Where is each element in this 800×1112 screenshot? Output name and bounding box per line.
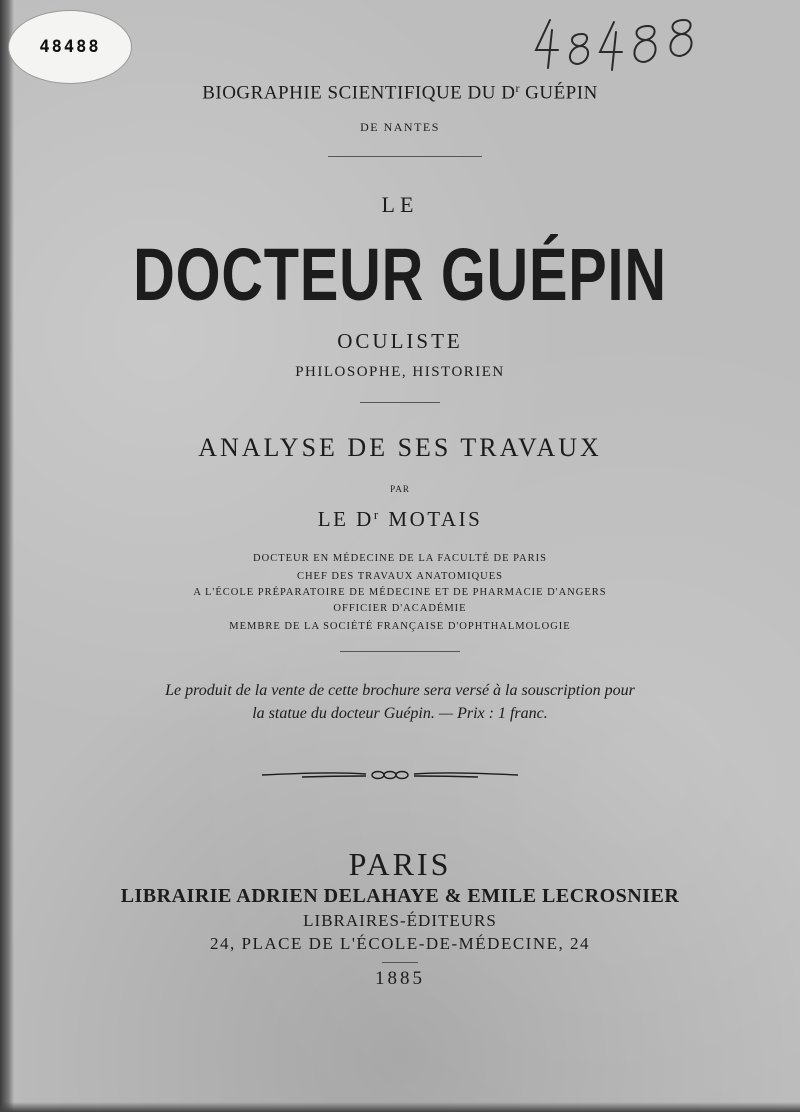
publication-year: 1885 (375, 968, 425, 989)
profession: OCULISTE (337, 329, 463, 353)
handwritten-number (528, 12, 698, 72)
author-credential: A L'ÉCOLE PRÉPARATOIRE DE MÉDECINE ET DE PHARMACIE D'ANGERS (193, 587, 607, 598)
author-credential: MEMBRE DE LA SOCIÉTÉ FRANÇAISE D'OPHTHALMOLOGIE (229, 621, 571, 632)
by-label: PAR (390, 484, 410, 494)
title-article: LE (381, 192, 419, 217)
divider (328, 156, 482, 157)
subtitle: ANALYSE DE SES TRAVAUX (198, 433, 602, 462)
page-title: DOCTEUR GUÉPIN (133, 233, 667, 316)
author-credential: CHEF DES TRAVAUX ANATOMIQUES (296, 571, 504, 582)
author-credential: OFFICIER D'ACADÉMIE (333, 603, 467, 614)
series-location: DE NANTES (360, 120, 440, 134)
author-credential: DOCTEUR EN MÉDECINE DE LA FACULTÉ DE PARIS (253, 553, 547, 564)
ornament-divider (262, 767, 518, 783)
publisher-address: 24, PLACE DE L'ÉCOLE-DE-MÉDECINE, 24 (209, 934, 591, 953)
author-name: LE $D^r$ MOTAIS (317, 507, 483, 532)
stamp-number: 48488 (39, 37, 101, 57)
library-stamp (8, 10, 132, 84)
sale-note-price: la statue du docteur Guépin. — Prix : 1 franc. (252, 705, 548, 722)
publisher-role: LIBRAIRES-ÉDITEURS (303, 911, 497, 930)
publisher: LIBRAIRIE ADRIEN DELAHAYE & EMILE LECROSNIER (120, 885, 680, 907)
divider (360, 402, 440, 403)
imprint-city: PARIS (348, 846, 452, 882)
page-bottom-shadow (0, 1102, 800, 1112)
sale-note: Le produit de la vente de cette brochure sera versé à la souscription pour (165, 682, 635, 699)
divider (382, 962, 418, 963)
series-title: BIOGRAPHIE SCIENTIFIQUE DU $D^r$ GUÉPIN (202, 82, 598, 104)
divider (340, 651, 460, 652)
subprofession: PHILOSOPHE, HISTORIEN (295, 364, 505, 380)
